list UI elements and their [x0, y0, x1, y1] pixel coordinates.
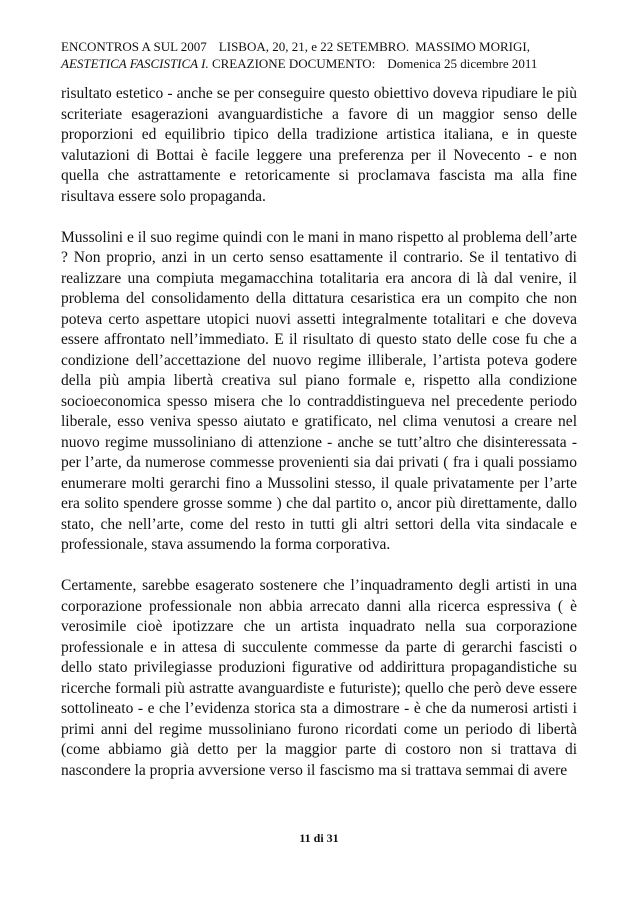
paragraph-3: Certamente, sarebbe esagerato sostenere che l’inquadramento degli artisti in una corporazione professionale non abbia arrecato danni alla ricerca espressiva ( è verosimile cioè ipotizzare che un artista inquadrato nella sua corporazione professionale e in attesa di succulente commesse da parte di gerarchi fascisti o dello stato privilegiasse produzioni figurative od addirittura propagandistiche su ricerche formali più astratte avanguardiste e futuriste); quello che però deve essere sottolineato - e che l’evidenza storica sta a dimostrare - è che da numerosi artisti i primi anni del regime mussoliniano furono ricordati come un periodo di libertà (come abbiamo già detto per la maggior parte di costoro non si trattava di nascondere la propria avversione verso il fascismo ma si trattava semmai di avere [61, 577, 577, 779]
paragraph-1: risultato estetico - anche se per conseguire questo obiettivo doveva ripudiare le più scriteriate esagerazioni avanguardistiche a favore di un maggior senso delle proporzioni ed equilibrio tipico della tradizione artistica italiana, e in queste valutazioni di Bottai è facile leggere una preferenza per il Novecento - e non quella che astrattamente e retoricamente si proclamava fascista ma alla fine risultava essere solo propaganda. [61, 85, 577, 205]
header-line-1 [61, 38, 581, 55]
header-author: MASSIMO MORIGI, [415, 39, 530, 54]
header-place-date: LISBOA, 20, 21, e 22 SETEMBRO. [218, 39, 410, 54]
header-event: ENCONTROS A SUL 2007 [61, 39, 207, 54]
paragraph-2: Mussolini e il suo regime quindi con le mani in mano rispetto al problema dell’arte ? Non proprio, anzi in un certo senso esattamente il contrario. Se il tentativo di realizzare una compiuta megamacchina totalitaria era ancora di là dal venire, il problema del consolidamento della dittatura cesaristica era un compito che non poteva certo aspettare utopici nuovi assetti integralmente totalitari e che doveva essere affrontato nell’immediato. E il risultato di questo stato delle cose fu che a condizione dell’accettazione del nuovo regime illiberale, l’artista poteva godere della più ampia libertà creativa sul piano formale e, rispetto alla condizione socioeconomica spesso misera che lo contraddistingueva nel precedente periodo liberale, esso veniva spesso aiutato e gratificato, nel clima venutosi a creare nel nuovo regime mussoliniano di attenzione - anche se tutt’altro che disinteressata - per l’arte, da numerose commesse provenienti sia dai privati ( fra i quali possiamo enumerare molti gerarchi fino a Mussolini stesso, il quale privatamente per l’arte era solito spendere grosse somme ) che dal partito o, ancor più direttamente, dallo stato, che nell’arte, come del resto in tutti gli altri settori della vita sindacale e professionale, stava assumendo la forma corporativa. [61, 228, 577, 553]
body-text [61, 84, 577, 802]
header-doc-label: CREAZIONE DOCUMENTO: [211, 56, 376, 71]
page-header [61, 38, 581, 72]
header-line-2 [61, 55, 581, 72]
header-title: AESTETICA FASCISTICA I. [61, 56, 209, 71]
header-date: Domenica 25 dicembre 2011 [387, 56, 538, 71]
page-number: 11 di 31 [299, 831, 339, 845]
